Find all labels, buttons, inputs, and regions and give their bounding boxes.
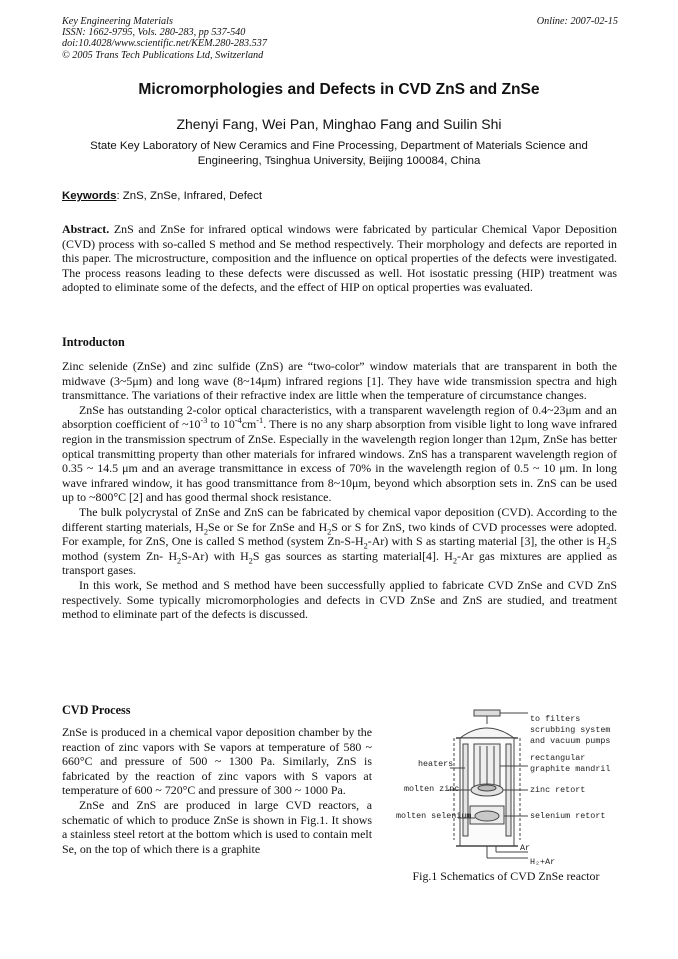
intro-p3-text-h: -Ar gas mixtures are applied as transport gases. xyxy=(62,548,617,578)
intro-p3-text-f: S-Ar) with H xyxy=(181,548,249,563)
keywords-text: ZnS, ZnSe, Infrared, Defect xyxy=(119,190,263,202)
cvd-process-body xyxy=(62,725,372,856)
reactor-schematic xyxy=(388,708,620,870)
label-zinc-retort: zinc retort xyxy=(530,785,586,795)
introduction-body xyxy=(62,359,617,622)
intro-p3-sub-5: 2 xyxy=(177,556,182,566)
cvd-paragraph-2: ZnSe and ZnS are produced in large CVD reactors, a schematic of which to produce ZnSe is shown in Fig.1. It shows a stainless steel retort at the bottom which is used to contain melt Se, on the top of which there is a graphite xyxy=(62,797,372,856)
label-mandril: graphite mandril xyxy=(530,764,611,774)
introduction-heading: Introducton xyxy=(62,335,125,349)
journal-header xyxy=(62,16,618,61)
cvd-paragraph-1: ZnSe is produced in a chemical vapor deposition chamber by the reaction of zinc vapors with Se vapors at temperature of 580 ~ 660°C and pressure of 500 ~ 1300 Pa. Similarly, ZnS is fabricated by the reaction of zinc vapors with S vapors at temperature of 600 ~ 720°C and pressure of 300 ~ 1000 Pa. xyxy=(62,725,372,798)
abstract-label: Abstract. xyxy=(62,222,110,236)
intro-p2-exponent-1: -3 xyxy=(200,416,208,426)
label-to-filters: to filters xyxy=(530,714,581,724)
affiliation-line-1: State Key Laboratory of New Ceramics and Fine Processing, Department of Materials Science and xyxy=(90,140,588,152)
intro-paragraph-2 xyxy=(62,403,617,505)
intro-paragraph-4: In this work, Se method and S method have been successfully applied to fabricate CVD ZnSe and CVD ZnS respectively. Some typically micromorphologies and defects in CVD ZnSe and ZnS are studied, and treatment method to eliminate part of the defects is discussed. xyxy=(62,577,617,622)
cvd-process-heading: CVD Process xyxy=(62,703,131,717)
label-vacuum: and vacuum pumps xyxy=(530,736,611,746)
intro-p3-text-c: S or S for ZnS, two kinds of CVD processes were adopted. For example, for ZnS, One is called S method (system Zn-S-H xyxy=(62,519,617,549)
keywords xyxy=(62,190,262,202)
intro-p2-text-b: to 10 xyxy=(207,417,235,432)
intro-p2-text-a: ZnSe has outstanding 2-color optical characteristics, with a transparent wavelength region of 0.4~23μm and an absorption coefficient of ~10 xyxy=(62,402,617,432)
affiliation xyxy=(60,139,618,169)
intro-paragraph-3 xyxy=(62,505,617,578)
intro-p3-text-a: The bulk polycrystal of ZnSe and ZnS can be fabricated by chemical vapor deposition (CVD). According to the different starting materials, H xyxy=(62,504,617,534)
online-date: Online: 2007-02-15 xyxy=(536,16,618,27)
intro-p3-text-g: S gas sources as starting material[4]. H xyxy=(252,548,453,563)
label-heaters: heaters xyxy=(418,759,454,769)
doi-line: doi:10.4028/www.scientific.net/KEM.280-283.537 xyxy=(62,38,267,50)
intro-p3-sub-2: 2 xyxy=(327,526,332,536)
label-molten-selenium: molten selenium xyxy=(396,811,472,821)
keywords-label: Keywords xyxy=(62,190,117,202)
copyright-line: © 2005 Trans Tech Publications Ltd, Switzerland xyxy=(62,49,264,61)
label-selenium-retort: selenium retort xyxy=(530,811,606,821)
label-ar: Ar xyxy=(520,843,531,853)
abstract-text: ZnS and ZnSe for infrared optical windows were fabricated by particular Chemical Vapor Deposition (CVD) process with so-called S method and Se method respectively. Their morphology and defects are reported in this paper. The microstructure, composition and the influence on optical properties of the defects were investigated. The process reasons leading to these defects were discussed as well. Hot isostatic pressing (HIP) treatment was adopted to eliminate some of the defects, and the effect of HIP on optical properties was evaluated. xyxy=(62,222,617,295)
keywords-colon: : xyxy=(116,190,120,202)
label-rectangular: rectangular xyxy=(530,753,586,763)
intro-p3-text-d: -Ar) with S as starting material [3], the other is H xyxy=(367,534,607,549)
intro-p3-sub-6: 2 xyxy=(248,556,253,566)
intro-p2-exponent-3: -1 xyxy=(256,416,264,426)
affiliation-line-2: Engineering, Tsinghua University, Beijing 100084, China xyxy=(197,155,481,167)
reactor-lid xyxy=(460,728,514,738)
intro-p2-text-d: . There is no any sharp absorption from visible light to long wave infrared region in the transmission spectrum of ZnSe. Especially in the wavelength region longer than 12μm, ZnSe has better optical transmitting property than other materials for infrared windows. ZnS has a transparent wavelength region of 0.35 ~ 14.5 μm and an average transmittance in excess of 70% in the wavelength region of 0.5 ~ 10 μm. In long wave infrared window, it has good transmittance from 8~10μm, beyond which absorption sets in. ZnS can be used up to ~800°C [2] and has good thermal shock resistance. xyxy=(62,417,618,505)
paper-title: Micromorphologies and Defects in CVD ZnS and ZnSe xyxy=(138,81,540,98)
intro-p3-text-e: S mothod (system Zn- H xyxy=(62,534,617,563)
intro-p2-text-c: cm xyxy=(241,417,257,432)
intro-p3-text-b: Se or Se for ZnSe and H xyxy=(208,519,328,534)
label-scrubbing: scrubbing system xyxy=(530,725,611,735)
label-molten-zinc: molten zinc xyxy=(404,784,460,794)
intro-p2-exponent-2: -4 xyxy=(234,416,242,426)
intro-p3-sub-4: 2 xyxy=(606,541,611,551)
paper-authors: Zhenyi Fang, Wei Pan, Minghao Fang and Suilin Shi xyxy=(176,116,502,132)
journal-name: Key Engineering Materials xyxy=(62,16,173,27)
label-h2ar: H₂+Ar xyxy=(530,857,556,867)
issn-line: ISSN: 1662-9795, Vols. 280-283, pp 537-540 xyxy=(62,27,246,39)
abstract xyxy=(62,222,617,295)
figure-caption: Fig.1 Schematics of CVD ZnSe reactor xyxy=(412,869,600,883)
exhaust-valve xyxy=(474,710,500,716)
intro-p3-sub-1: 2 xyxy=(203,526,209,536)
intro-p3-sub-7: 2 xyxy=(452,556,458,566)
intro-p3-sub-3: 2 xyxy=(363,541,368,551)
intro-paragraph-1: Zinc selenide (ZnSe) and zinc sulfide (ZnS) are “two-color” window materials that are transparent in both the midwave (3~5μm) and long wave (8~14μm) infrared regions [1]. They have wide transmission spectra and high transmittance. The variations of their refractive index are little when the temperature of circumstance changes. xyxy=(62,359,617,403)
